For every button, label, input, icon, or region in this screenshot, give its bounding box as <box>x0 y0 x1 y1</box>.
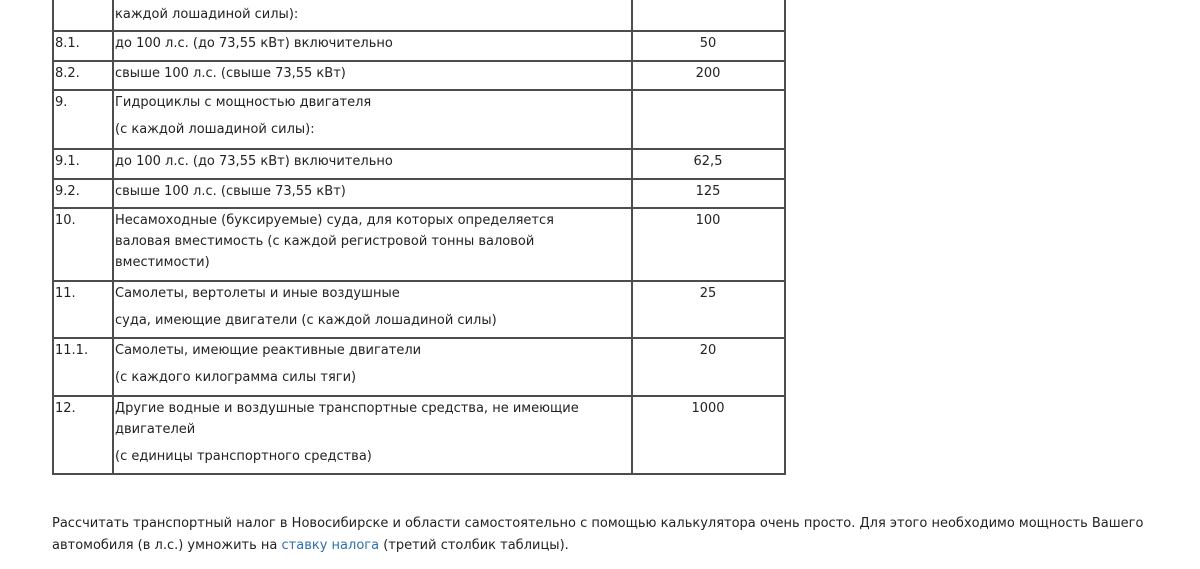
table-row <box>53 179 785 208</box>
tax-rate-cell <box>632 338 785 396</box>
row-number: 11. <box>55 286 76 301</box>
vehicle-category-cell <box>113 338 632 396</box>
vehicle-category-text: свыше 100 л.с. (свыше 73,55 кВт) <box>115 184 346 199</box>
tax-rate-value: 62,5 <box>693 154 723 169</box>
tax-rate-table-body <box>53 0 785 474</box>
vehicle-category-cell <box>113 0 632 31</box>
tax-rate-link[interactable]: ставку налога <box>281 538 380 553</box>
vehicle-category-text: Несамоходные (буксируемые) суда, для которых определяется <box>115 213 554 228</box>
table-row <box>53 61 785 90</box>
tax-rate-cell <box>632 179 785 208</box>
vehicle-category-text: (с единицы транспортного средства) <box>115 449 372 464</box>
row-number-cell <box>53 179 113 208</box>
vehicle-category-text: двигателей <box>115 422 196 437</box>
table-row <box>53 149 785 179</box>
tax-rate-value: 100 <box>695 213 721 228</box>
table-row <box>53 338 785 396</box>
vehicle-category-text: до 100 л.с. (до 73,55 кВт) включительно <box>115 154 393 169</box>
vehicle-category-cell <box>113 396 632 474</box>
tax-rate-value: 25 <box>699 286 717 301</box>
instruction-text-start: Рассчитать транспортный налог в Новосибирске и области самостоятельно с помощью калькулятора очень просто. Для этого необходимо мощность Вашего автомобиля (в л.с.) умножить на <box>52 516 1144 553</box>
tax-rate-cell <box>632 90 785 149</box>
instruction-text-end: (третий столбик таблицы). <box>379 538 569 553</box>
tax-rate-cell <box>632 31 785 61</box>
row-number-cell <box>53 90 113 149</box>
vehicle-category-cell <box>113 61 632 90</box>
tax-rate-cell <box>632 396 785 474</box>
vehicle-category-text: (с каждого килограмма силы тяги) <box>115 370 357 385</box>
vehicle-category-text: (с каждой лошадиной силы): <box>115 122 315 137</box>
tax-rate-value: 125 <box>695 184 721 199</box>
vehicle-category-cell <box>113 31 632 61</box>
vehicle-category-text: суда, имеющие двигатели (с каждой лошадиной силы) <box>115 313 497 328</box>
table-row <box>53 0 785 31</box>
tax-rate-cell <box>632 208 785 281</box>
row-number-cell <box>53 61 113 90</box>
row-number-cell <box>53 149 113 179</box>
row-number: 8.2. <box>55 66 80 81</box>
vehicle-category-text: свыше 100 л.с. (свыше 73,55 кВт) <box>115 66 346 81</box>
tax-rate-value: 20 <box>699 343 717 358</box>
tax-rate-value: 50 <box>699 36 717 51</box>
vehicle-category-text: Самолеты, имеющие реактивные двигатели <box>115 343 422 358</box>
vehicle-category-text: Самолеты, вертолеты и иные воздушные <box>115 286 400 301</box>
table-row <box>53 31 785 61</box>
row-number-cell <box>53 208 113 281</box>
row-number: 9. <box>55 95 68 110</box>
vehicle-category-cell <box>113 281 632 338</box>
row-number: 9.2. <box>55 184 80 199</box>
tax-rate-value: 200 <box>695 66 721 81</box>
vehicle-category-text: Другие водные и воздушные транспортные средства, не имеющие <box>115 401 579 416</box>
row-number: 12. <box>55 401 76 416</box>
table-row <box>53 396 785 474</box>
row-number: 8.1. <box>55 36 80 51</box>
tax-rate-cell <box>632 0 785 31</box>
row-number-cell <box>53 338 113 396</box>
vehicle-category-cell <box>113 90 632 149</box>
row-number: 11.1. <box>55 343 89 358</box>
tax-rate-value <box>633 91 784 92</box>
vehicle-category-text: каждой лошадиной силы): <box>115 7 299 22</box>
tax-rate-table <box>52 0 786 475</box>
table-row <box>53 281 785 338</box>
table-row <box>53 90 785 149</box>
tax-rate-cell <box>632 281 785 338</box>
vehicle-category-cell <box>113 208 632 281</box>
vehicle-category-text: вместимости) <box>115 255 210 270</box>
row-number-cell <box>53 31 113 61</box>
row-number-cell <box>53 281 113 338</box>
row-number: 10. <box>55 213 76 228</box>
row-number-cell <box>53 396 113 474</box>
tax-rate-value: 1000 <box>691 401 725 416</box>
tax-rate-cell <box>632 149 785 179</box>
row-number-cell <box>53 0 113 31</box>
calculator-instruction-paragraph <box>52 513 1192 557</box>
vehicle-category-cell <box>113 149 632 179</box>
vehicle-category-text: до 100 л.с. (до 73,55 кВт) включительно <box>115 36 393 51</box>
row-number: 9.1. <box>55 154 80 169</box>
table-row <box>53 208 785 281</box>
vehicle-category-text: валовая вместимость (с каждой регистровой тонны валовой <box>115 234 535 249</box>
tax-rate-cell <box>632 61 785 90</box>
vehicle-category-cell <box>113 179 632 208</box>
vehicle-category-text: Гидроциклы с мощностью двигателя <box>115 95 372 110</box>
